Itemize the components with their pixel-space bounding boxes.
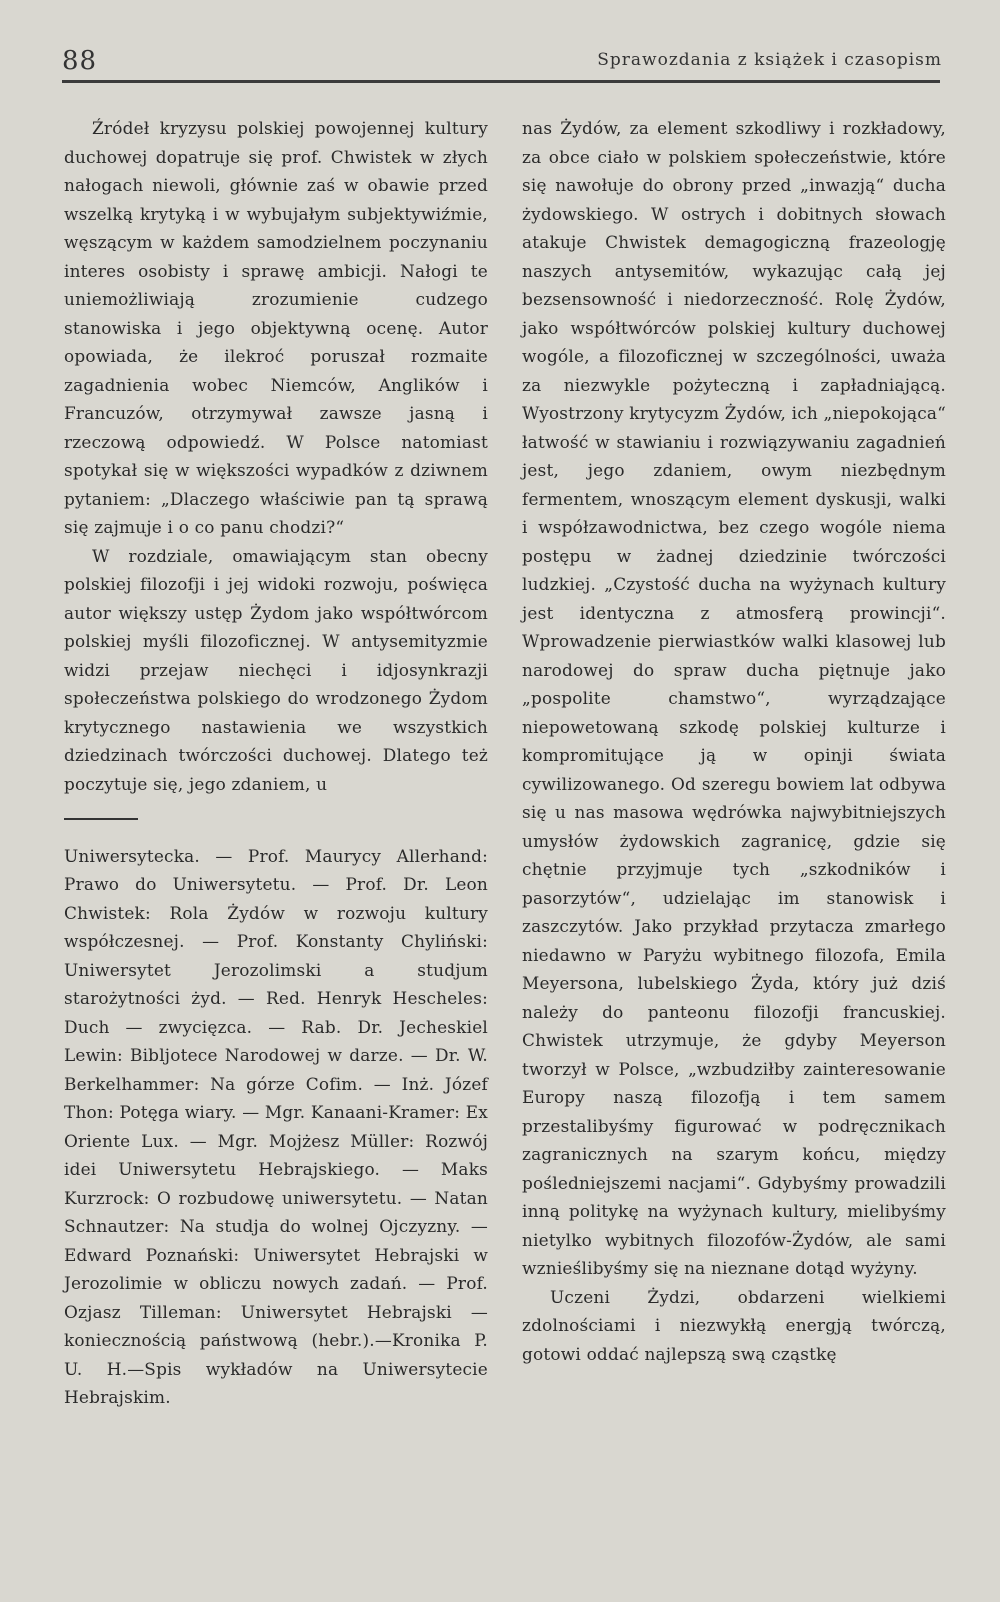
right-paragraph-1: nas Żydów, za element szkodliwy i rozkładowy, za obce ciało w polskiem społeczeństwie, które się nawołuje do obrony przed „inwazją“ ducha żydowskiego. W ostrych i dobitnych słowach atakuje Chwistek demagogiczną frazeologję naszych antysemitów, wykazując całą jej bezsensowność i niedorzeczność. Rolę Żydów, jako współtwórców polskiej kultury duchowej wogóle, a filozoficznej w szczególności, uważa za niezwykle pożyteczną i zapładniającą. Wyostrzony krytycyzm Żydów, ich „niepokojąca“ łatwość w stawianiu i rozwiązywaniu zagadnień jest, jego zdaniem, owym niezbędnym fermentem, wnoszącym element dyskusji, walki i współzawodnictwa, bez czego wogóle niema postępu w żadnej dziedzinie twórczości ludzkiej. „Czystość ducha na wyżynach kultury jest identyczna z atmosferą prowincji“. Wprowadzenie pierwiastków walki klasowej lub narodowej do spraw ducha piętnuje jako „pospolite chamstwo“, wyrządzające niepowetowaną szkodę polskiej kulturze i kompromitujące ją w opinji świata cywilizowanego. Od szeregu bowiem lat odbywa się u nas masowa wędrówka najwybitniejszych umysłów żydowskich zagranicę, gdzie się chętnie przyjmuje tych „szkodników i pasorzytów“, udzielając im stanowisk i zaszczytów. Jako przykład przytacza zmarłego niedawno w Paryżu wybitnego filozofa, Emila Meyersona, lubelskiego Żyda, który już dziś należy do panteonu filozofji francuskiej. Chwistek utrzymuje, że gdyby Meyerson tworzył w Polsce, „wzbudziłby zainteresowanie Europy naszą filozofją i tem samem przestalibyśmy figurować w podręcznikach zagranicznych na szarym końcu, między pośledniejszemi nacjami“. Gdybyśmy prowadzili inną politykę na wyżynach kultury, mielibyśmy nietylko wybitnych filozofów-Żydów, ale sami wznieślibyśmy się na nieznane dotąd wyżyny. (522, 118, 946, 1278)
left-paragraph-1: Źródeł kryzysu polskiej powojennej kultury duchowej dopatruje się prof. Chwistek w złych nałogach niewoli, głównie zaś w obawie przed wszelką krytyką i w wybujałym subjektywiźmie, węszącym w każdem samodzielnem poczynaniu interes osobisty i sprawę ambicji. Nałogi te uniemożliwiają zrozumienie cudzego stanowiska i jego objektywną ocenę. Autor opowiada, że ilekroć poruszał rozmaite zagadnienia wobec Niemców, Anglików i Francuzów, otrzymywał zawsze jasną i rzeczową odpowiedź. W Polsce natomiast spotykał się w większości wypadków z dziwnem pytaniem: „Dlaczego właściwie pan tą sprawą się zajmuje i o co panu chodzi?“ (64, 118, 488, 537)
footnote-text: Uniwersytecka. — Prof. Maurycy Allerhand: Prawo do Uniwersytetu. — Prof. Dr. Leon Chwistek: Rola Żydów w rozwoju kultury współczesnej. — Prof. Konstanty Chyliński: Uniwersytet Jerozolimski a studjum starożytności żyd. — Red. Henryk Hescheles: Duch — zwycięzca. — Rab. Dr. Jecheskiel Lewin: Bibljotece Narodowej w darze. — Dr. W. Berkelhammer: Na górze Cofim. — Inż. Józef Thon: Potęga wiary. — Mgr. Kanaani-Kramer: Ex Oriente Lux. — Mgr. Mojżesz Müller: Rozwój idei Uniwersytetu Hebrajskiego. — Maks Kurzrock: O rozbudowę uniwersytetu. — Natan Schnautzer: Na studja do wolnej Ojczyzny. — Edward Poznański: Uniwersytet Hebrajski w Jerozolimie w obliczu nowych zadań. — Prof. Ozjasz Tilleman: Uniwersytet Hebrajski — koniecznością państwową (hebr.).—Kronika P. U. H.—Spis wykładów na Uniwersytecie Hebrajskim. (64, 845, 488, 1407)
running-head: Sprawozdania z książek i czasopism (597, 50, 942, 70)
page-number: 88 (62, 46, 98, 76)
left-paragraph-2: W rozdziale, omawiającym stan obecny polskiej filozofji i jej widoki rozwoju, poświęca autor większy ustęp Żydom jako współtwórcom polskiej myśli filozoficznej. W antysemityzmie widzi przejaw niechęci i idjosynkrazji społeczeństwa polskiego do wrodzonego Żydom krytycznego nastawienia we wszystkich dziedzinach twórczości duchowej. Dlatego też poczytuje się, jego zdaniem, u (64, 545, 488, 794)
left-column (64, 114, 488, 1412)
page-header (0, 0, 1000, 90)
header-rule (62, 80, 940, 83)
right-column (522, 114, 946, 1368)
footnote-rule (64, 818, 138, 820)
right-paragraph-2: Uczeni Żydzi, obdarzeni wielkiemi zdolnościami i niezwykłą energją twórczą, gotowi oddać najlepszą swą cząstkę (522, 1286, 946, 1364)
